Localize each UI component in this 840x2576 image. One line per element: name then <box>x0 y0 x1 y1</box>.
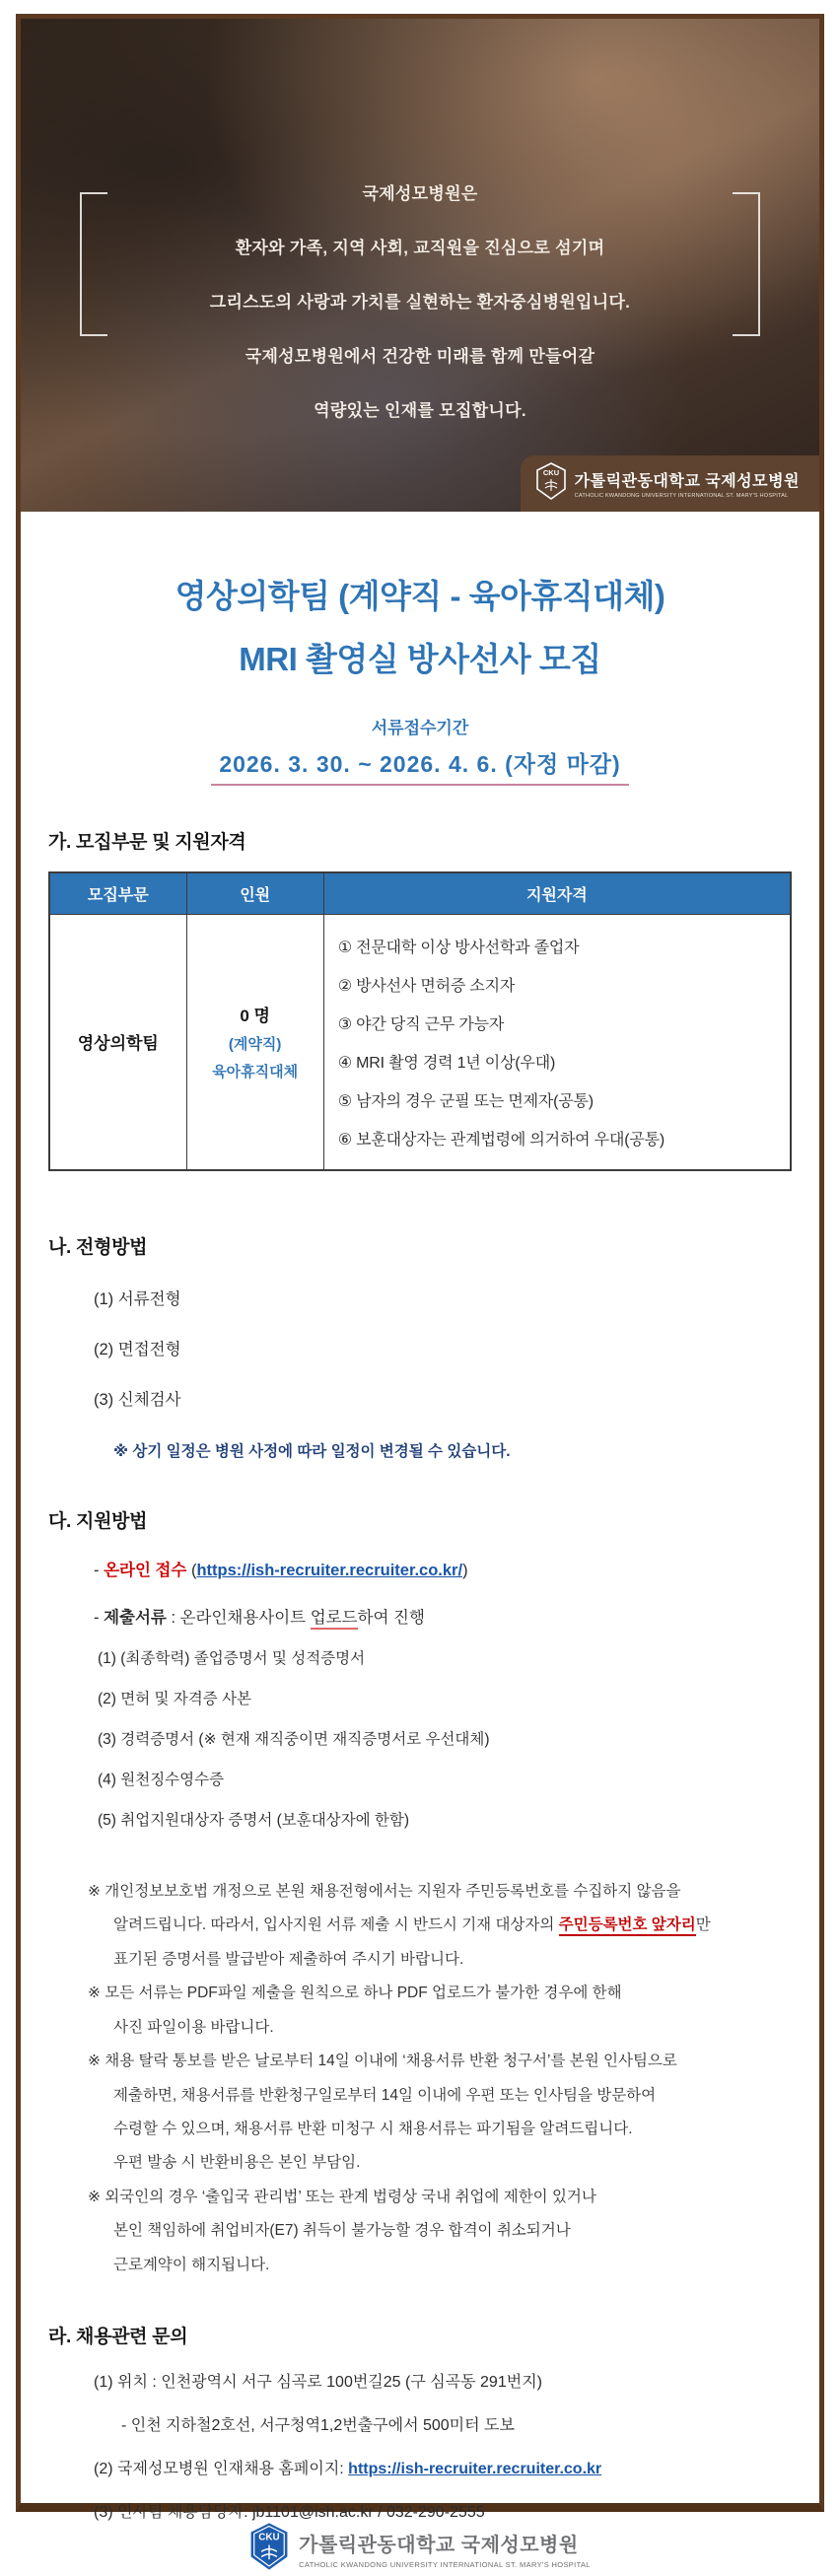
section-heading-process: 나. 전형방법 <box>48 1236 148 1258</box>
job-posting-page <box>16 14 824 2570</box>
text-segment: ⑥ 보훈대상자는 관계법령에 의거하여 우대(공통) <box>337 1131 665 1149</box>
text-segment: 우편 발송 시 반환비용은 본인 부담임. <box>113 2154 361 2172</box>
note-line <box>48 2187 792 2208</box>
note-line <box>48 1949 792 1971</box>
contact-line <box>48 2412 792 2435</box>
page-title <box>48 565 792 692</box>
contact-line <box>48 2456 792 2478</box>
text-segment: ③ 야간 당직 근무 가능자 <box>337 1015 505 1033</box>
headcount-note: 육아휴직대체 <box>212 1064 299 1081</box>
text-segment: 만 <box>695 1916 711 1934</box>
process-step <box>48 1386 792 1410</box>
apply-method-line <box>48 1604 792 1628</box>
note-line <box>48 2085 792 2107</box>
text-segment: 역량있는 인재를 모집합니다. <box>314 401 526 420</box>
qualifications-cell <box>323 914 791 1170</box>
mission-line <box>21 167 819 221</box>
text-segment: 국제성모병원은 <box>362 184 478 203</box>
text-segment: ( <box>186 1561 197 1579</box>
required-document-item <box>48 1646 792 1668</box>
text-segment: ※ 채용 탈락 통보를 받은 날로부터 14일 이내에 ‘채용서류 반환 청구서’를 본원 인사팀으로 <box>88 2053 677 2070</box>
section-heading-recruitment: 가. 모집부문 및 지원자격 <box>48 831 246 853</box>
headcount-type: (계약직) <box>228 1036 282 1054</box>
application-period-label: 서류접수기간 <box>371 718 469 737</box>
text-segment: 국제성모병원에서 건강한 미래를 함께 만들어갈 <box>245 347 595 366</box>
qualification-item <box>336 965 778 1004</box>
text-segment: ① 전문대학 이상 방사선학과 졸업자 <box>337 939 580 956</box>
text-segment: 환자와 가족, 지역 사회, 교직원을 진심으로 섬기며 <box>235 239 605 257</box>
recruitment-table <box>48 871 792 1171</box>
text-segment: ④ MRI 촬영 경력 1년 이상(우대) <box>337 1054 556 1072</box>
text-segment: 주민등록번호 앞자리 <box>559 1916 696 1936</box>
text-segment: 하여 진행 <box>357 1608 425 1627</box>
note-line <box>48 2017 792 2039</box>
link[interactable]: https://ish-recruiter.recruiter.co.kr <box>348 2461 602 2478</box>
apply-method-lines <box>48 1533 792 1628</box>
mission-statement <box>21 19 819 438</box>
page-title-line1: 영상의학팀 (계약직 - 육아휴직대체) <box>175 578 665 614</box>
hospital-name-en: CATHOLIC KWANDONG UNIVERSITY INTERNATIONAL ST. MARY'S HOSPITAL <box>574 493 789 499</box>
qualification-item <box>336 1004 778 1042</box>
headcount-cell <box>186 914 323 1170</box>
svg-text:CKU: CKU <box>542 468 559 477</box>
text-segment: 사진 파일이용 바랍니다. <box>113 2018 274 2036</box>
mission-line <box>21 275 819 329</box>
qualification-item <box>336 1042 778 1080</box>
text-segment: 제출서류 <box>104 1608 167 1627</box>
note-line <box>48 2119 792 2140</box>
process-step <box>48 1336 792 1359</box>
text-segment: ※ 외국인의 경우 ‘출입국 관리법’ 또는 관계 법령상 국내 취업에 제한이 있거나 <box>88 2188 596 2205</box>
headcount-value: 0 명 <box>240 1007 270 1026</box>
text-segment: (3) 경력증명서 (※ 현재 재직중이면 재직증명서로 우선대체) <box>98 1730 490 1748</box>
mission-line <box>21 329 819 383</box>
qualification-item <box>336 1119 778 1157</box>
text-segment: ※ 개인정보보호법 개정으로 본원 채용전형에서는 지원자 주민등록번호를 수집하지 않음을 <box>88 1882 681 1900</box>
cku-emblem-icon <box>536 462 566 505</box>
svg-text:CKU: CKU <box>258 2532 280 2543</box>
text-segment: (1) 서류전형 <box>94 1289 181 1308</box>
table-header-department: 모집부문 <box>49 872 186 915</box>
text-segment: (2) 면접전형 <box>94 1340 181 1358</box>
mission-line <box>21 383 819 438</box>
text-segment: ⑤ 남자의 경우 군필 또는 면제자(공통) <box>337 1092 594 1110</box>
text-segment: : 온라인채용사이트 <box>166 1608 311 1627</box>
contact-line <box>48 2369 792 2392</box>
schedule-change-note: ※ 상기 일정은 병원 사정에 따라 일정이 변경될 수 있습니다. <box>113 1442 511 1460</box>
text-segment: (2) 면허 및 자격증 사본 <box>98 1690 251 1707</box>
text-segment: 표기된 증명서를 발급받아 제출하여 주시기 바랍니다. <box>113 1950 464 1968</box>
application-period-dates: 2026. 3. 30. ~ 2026. 4. 6. (자정 마감) <box>211 746 628 786</box>
required-document-item <box>48 1768 792 1789</box>
note-line <box>48 1881 792 1903</box>
qualification-item <box>336 927 778 965</box>
hero-banner <box>21 19 819 512</box>
text-segment: ※ 모든 서류는 PDF파일 제출을 원칙으로 하나 PDF 업로드가 불가한 경우에 한해 <box>88 1984 622 2002</box>
note-line <box>48 2255 792 2276</box>
text-segment: ② 방사선사 면허증 소지자 <box>337 977 516 995</box>
note-line <box>48 1915 792 1936</box>
mission-line <box>21 221 819 275</box>
required-documents <box>48 1628 792 1830</box>
text-segment: 그리스도의 사랑과 가치를 실현하는 환자중심병원입니다. <box>209 293 631 312</box>
table-header-headcount: 인원 <box>186 872 323 915</box>
text-segment: 수령할 수 있으며, 채용서류 반환 미청구 시 채용서류는 파기됨을 알려드립니다. <box>113 2120 633 2137</box>
text-segment: 근로계약이 해지됩니다. <box>113 2256 270 2273</box>
process-steps <box>48 1259 792 1410</box>
application-period <box>48 746 792 786</box>
contact-lines <box>48 2348 792 2522</box>
apply-notes <box>48 1869 792 2277</box>
hospital-name: 가톨릭관동대학교 국제성모병원 <box>299 2535 579 2557</box>
required-document-item <box>48 1808 792 1830</box>
text-segment: - <box>94 1561 105 1579</box>
table-header-row <box>49 872 791 915</box>
section-heading-apply: 다. 지원방법 <box>48 1510 148 1532</box>
qualification-item <box>336 1080 778 1119</box>
note-line <box>48 1983 792 2004</box>
text-segment: 온라인 접수 <box>104 1561 187 1579</box>
department-cell: 영상의학팀 <box>49 914 186 1170</box>
posting-body <box>21 512 819 2570</box>
text-segment: (3) 신체검사 <box>94 1390 181 1409</box>
text-segment: 업로드 <box>311 1609 358 1630</box>
process-step <box>48 1286 792 1309</box>
text-segment: (1) (최종학력) 졸업증명서 및 성적증명서 <box>98 1649 366 1667</box>
text-segment: 알려드립니다. 따라서, 입사지원 서류 제출 시 반드시 기재 대상자의 <box>113 1916 559 1934</box>
text-segment: (2) 국제성모병원 인재채용 홈페이지: <box>94 2461 349 2478</box>
text-segment: (1) 위치 : 인천광역시 서구 심곡로 100번길25 (구 심곡동 291번지) <box>94 2374 542 2392</box>
cku-emblem-icon <box>249 2522 289 2576</box>
text-segment: ) <box>462 1561 468 1579</box>
note-line <box>48 2220 792 2242</box>
table-row <box>49 914 791 1170</box>
section-heading-contact: 라. 채용관련 문의 <box>48 2327 188 2348</box>
apply-method-line <box>48 1557 792 1580</box>
required-document-item <box>48 1727 792 1749</box>
page-title-line2: MRI 촬영실 방사선사 모집 <box>239 641 601 678</box>
hospital-logo-bar <box>521 455 819 512</box>
text-segment: (3) 인사팀 채용담당자: jb1101@ish.ac.kr / 032-290-2555 <box>94 2504 485 2522</box>
text-segment: 제출하면, 채용서류를 반환청구일로부터 14일 이내에 우편 또는 인사팀을 방문하여 <box>113 2086 657 2104</box>
hospital-name: 가톨릭관동대학교 국제성모병원 <box>574 473 800 490</box>
required-document-item <box>48 1687 792 1708</box>
note-line <box>48 2051 792 2072</box>
contact-line <box>48 2499 792 2522</box>
text-segment: (5) 취업지원대상자 증명서 (보훈대상자에 한함) <box>98 1811 410 1829</box>
link[interactable]: https://ish-recruiter.recruiter.co.kr/ <box>196 1561 463 1579</box>
text-segment: 본인 책임하에 취업비자(E7) 취득이 불가능할 경우 합격이 취소되거나 <box>113 2222 571 2240</box>
hospital-name-en: CATHOLIC KWANDONG UNIVERSITY INTERNATIONAL ST. MARY'S HOSPITAL <box>299 2560 591 2570</box>
note-line <box>48 2152 792 2174</box>
text-segment: - <box>94 1608 105 1627</box>
text-segment: - 인천 지하철2호선, 서구청역1,2번출구에서 500미터 도보 <box>121 2417 515 2435</box>
footer-logo <box>48 2522 792 2576</box>
table-header-qualifications: 지원자격 <box>323 872 791 915</box>
text-segment: (4) 원천징수영수증 <box>98 1771 225 1788</box>
